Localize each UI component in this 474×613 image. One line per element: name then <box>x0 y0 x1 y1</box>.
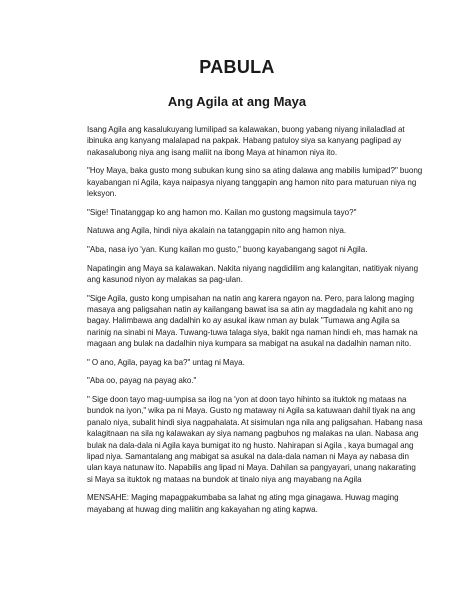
paragraph-7: "Sige Agila, gusto kong umpisahan na natin ang karera ngayon na. Pero, para lalong maging masaya ang paligsahan natin ay kailangang bawat isa sa atin ay magdadala ng kahit ano ng bagay. Halimbawa ang dadalhin ko ay asukal ikaw nman ay bulak "Tumawa ang Agila sa narinig na sinabi ni Maya. Tuwang-tuwa talaga siya, bakit nga naman hindi eh, mas hamak na magaan ang bulak na dadalhin niya kumpara sa mabigat na asukal na dadalhin naman nito. <box>87 293 418 349</box>
paragraph-9: "Aba oo, payag na payag ako." <box>87 376 197 386</box>
document-body <box>87 124 423 522</box>
paragraph-1: Isang Agila ang kasalukuyang lumilipad sa kalawakan, buong yabang niyang inilaladlad at ibinuka ang kanyang malalapad na pakpak. Habang patuloy siya sa kanyang paglipad ay nakasalubong niya ang isang maliit na ibong Maya at hinamon niya ito. <box>87 125 405 157</box>
paragraph-message: MENSAHE: Maging mapagpakumbaba sa lahat ng ating mga ginagawa. Huwag maging mayabang at huwag ding maliitin ang kakayahan ng ating kapwa. <box>87 493 399 514</box>
paragraph-8: " O ano, Agila, payag ka ba?" untag ni Maya. <box>87 357 245 367</box>
document-title: PABULA <box>199 57 275 77</box>
paragraph-3: "Sige! Tinatanggap ko ang hamon mo. Kailan mo gustong magsimula tayo?" <box>87 207 357 217</box>
paragraph-2: "Hoy Maya, baka gusto mong subukan kung sino sa ating dalawa ang mabilis lumipad?" buong kayabangan ni Agila, kaya naipasya niyang tanggapin ang hamon nito para maturuan niya ng leksyon. <box>87 166 423 199</box>
paragraph-6: Napatingin ang Maya sa kalawakan. Nakita niyang nagdidilim ang kalangitan, natitiyak niyang ang kasunod niyon ay malakas sa pag-ulan. <box>87 263 419 284</box>
paragraph-5: "Aba, nasa iyo 'yan. Kung kailan mo gusto," buong kayabangang sagot ni Agila. <box>87 245 368 254</box>
paragraph-4: Natuwa ang Agila, hindi niya akalain na tatanggapin nito ang hamon niya. <box>87 226 347 236</box>
document-subtitle: Ang Agila at ang Maya <box>167 94 307 109</box>
paragraph-10: " Sige doon tayo mag-uumpisa sa ilog na 'yon at doon tayo hihinto sa ituktok ng mataas na bundok na iyon," wika pa ni Maya. Gusto ng mataway ni Agila sa katuwaan dahil tiyak na ang panalo niya, subalit hindi siya nagpahalata. At sisimulan nga nila ang paligsahan. Habang nasa kalagitnaan na sila ng kalawakan ay siya namang pagbuhos ng malakas na ulan. Nabasa ang bulak na dala-dala ni Agila kaya bumigat ito ng husto. Nahirapan si Agila , kaya bumagal ang lipad niya. Samantalang ang mabigat sa asukal na dala-dala naman ni Maya ay nabasa din ulan kaya natunaw ito. Napabilis ang lipad ni Maya. Dahilan sa pangyayari, unang nakarating si Maya sa ituktok ng mataas na bundok at tinalo niya ang mayabang na Agila <box>87 395 423 484</box>
